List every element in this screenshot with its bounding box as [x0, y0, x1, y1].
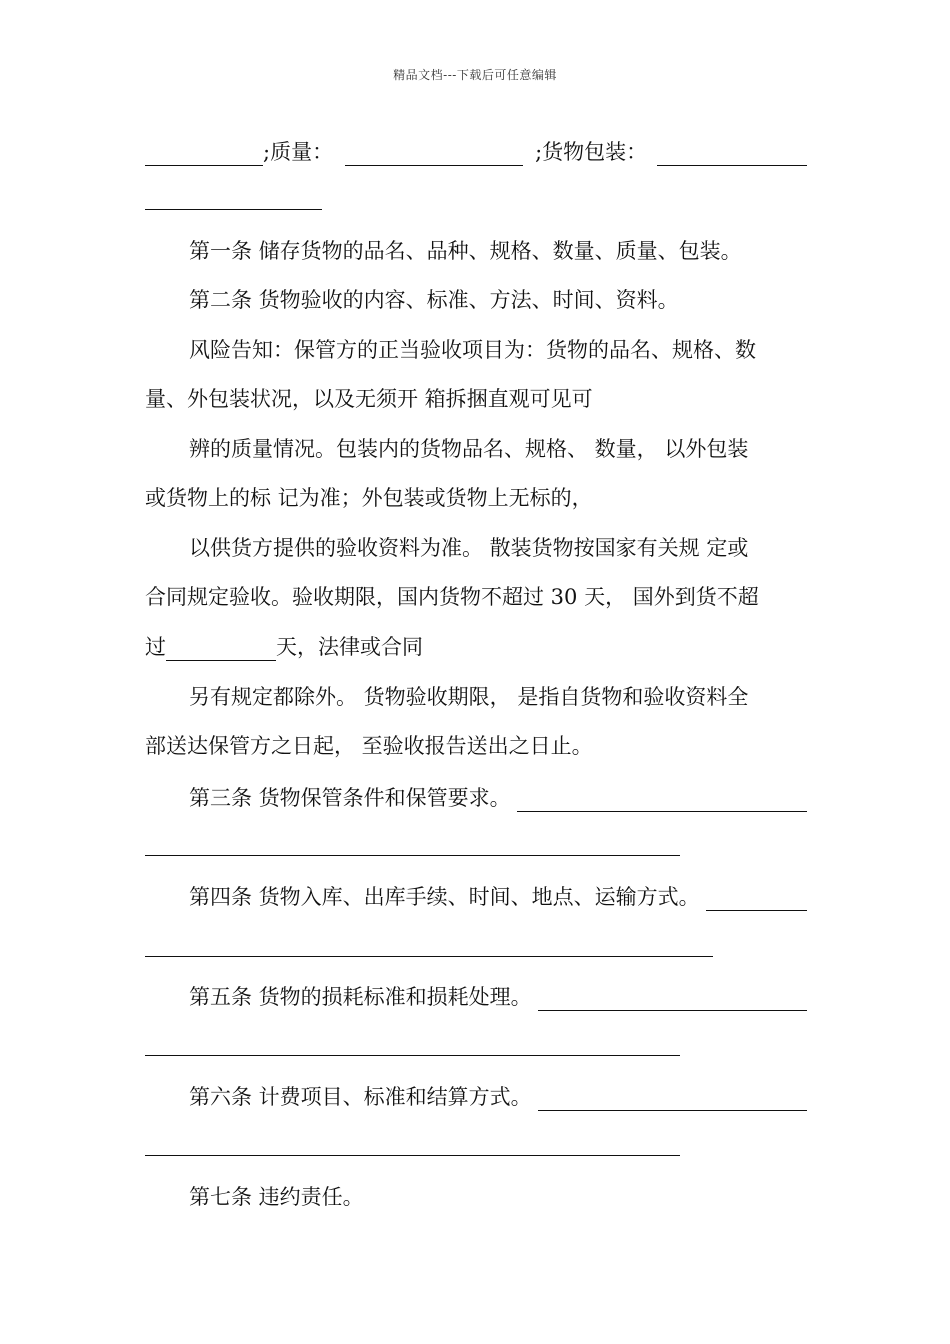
quality-blank[interactable]: [345, 143, 523, 166]
risk-notice-line-5: 以供货方提供的验收资料为准。 散装货物按国家有关规 定或: [189, 536, 749, 560]
article-6: [189, 1083, 807, 1111]
article-5-blank[interactable]: [538, 988, 807, 1011]
packaging-label: ;货物包装：: [535, 140, 648, 164]
risk-notice-line-9: 部送达保管方之日起， 至验收报告送出之日止。: [145, 734, 593, 758]
packaging-blank[interactable]: [657, 143, 807, 166]
article-6-text: 第六条 计费项目、标准和结算方式。: [189, 1085, 532, 1109]
risk-notice-line-2: 量、外包装状况，以及无须开 箱拆捆直观可见可: [145, 387, 593, 411]
article-2: 第二条 货物验收的内容、标准、方法、时间、资料。: [189, 288, 679, 312]
risk-notice-line-6: 合同规定验收。验收期限，国内货物不超过 30 天， 国外到货不超: [145, 585, 759, 609]
top-fields-line: [145, 138, 807, 166]
article-5: [189, 983, 807, 1011]
article-3-blank-continued[interactable]: [145, 855, 680, 856]
article-6-blank-continued[interactable]: [145, 1155, 680, 1156]
risk-notice-line-1: 风险告知：保管方的正当验收项目为：货物的品名、规格、数: [189, 338, 756, 362]
article-4: [189, 883, 807, 911]
article-3-text: 第三条 货物保管条件和保管要求。: [189, 786, 511, 810]
risk-notice-line-3: 辨的质量情况。包装内的货物品名、规格、 数量， 以外包装: [189, 437, 749, 461]
text-days: 天，法律或合同: [276, 635, 423, 659]
article-5-blank-continued[interactable]: [145, 1055, 680, 1056]
page-header: 精品文档---下载后可任意编辑: [393, 68, 557, 82]
risk-notice-line-7: [145, 633, 807, 661]
quality-label: ;质量：: [263, 140, 334, 164]
text-over: 过: [145, 635, 166, 659]
article-1: 第一条 储存货物的品名、品种、规格、数量、质量、包装。: [189, 239, 742, 263]
article-7: 第七条 违约责任。: [189, 1185, 364, 1209]
days-blank[interactable]: [166, 638, 276, 661]
article-3-blank[interactable]: [517, 789, 807, 812]
article-6-blank[interactable]: [538, 1088, 807, 1111]
article-3: [189, 784, 807, 812]
risk-notice-line-4: 或货物上的标 记为准；外包装或货物上无标的，: [145, 486, 593, 510]
article-4-blank[interactable]: [706, 888, 807, 911]
article-5-text: 第五条 货物的损耗标准和损耗处理。: [189, 985, 532, 1009]
article-4-blank-continued[interactable]: [145, 956, 713, 957]
packaging-blank-continued[interactable]: [145, 209, 322, 210]
risk-notice-line-8: 另有规定都除外。 货物验收期限， 是指自货物和验收资料全: [189, 685, 749, 709]
blank-field[interactable]: [145, 143, 263, 166]
article-4-text: 第四条 货物入库、出库手续、时间、地点、运输方式。: [189, 885, 700, 909]
